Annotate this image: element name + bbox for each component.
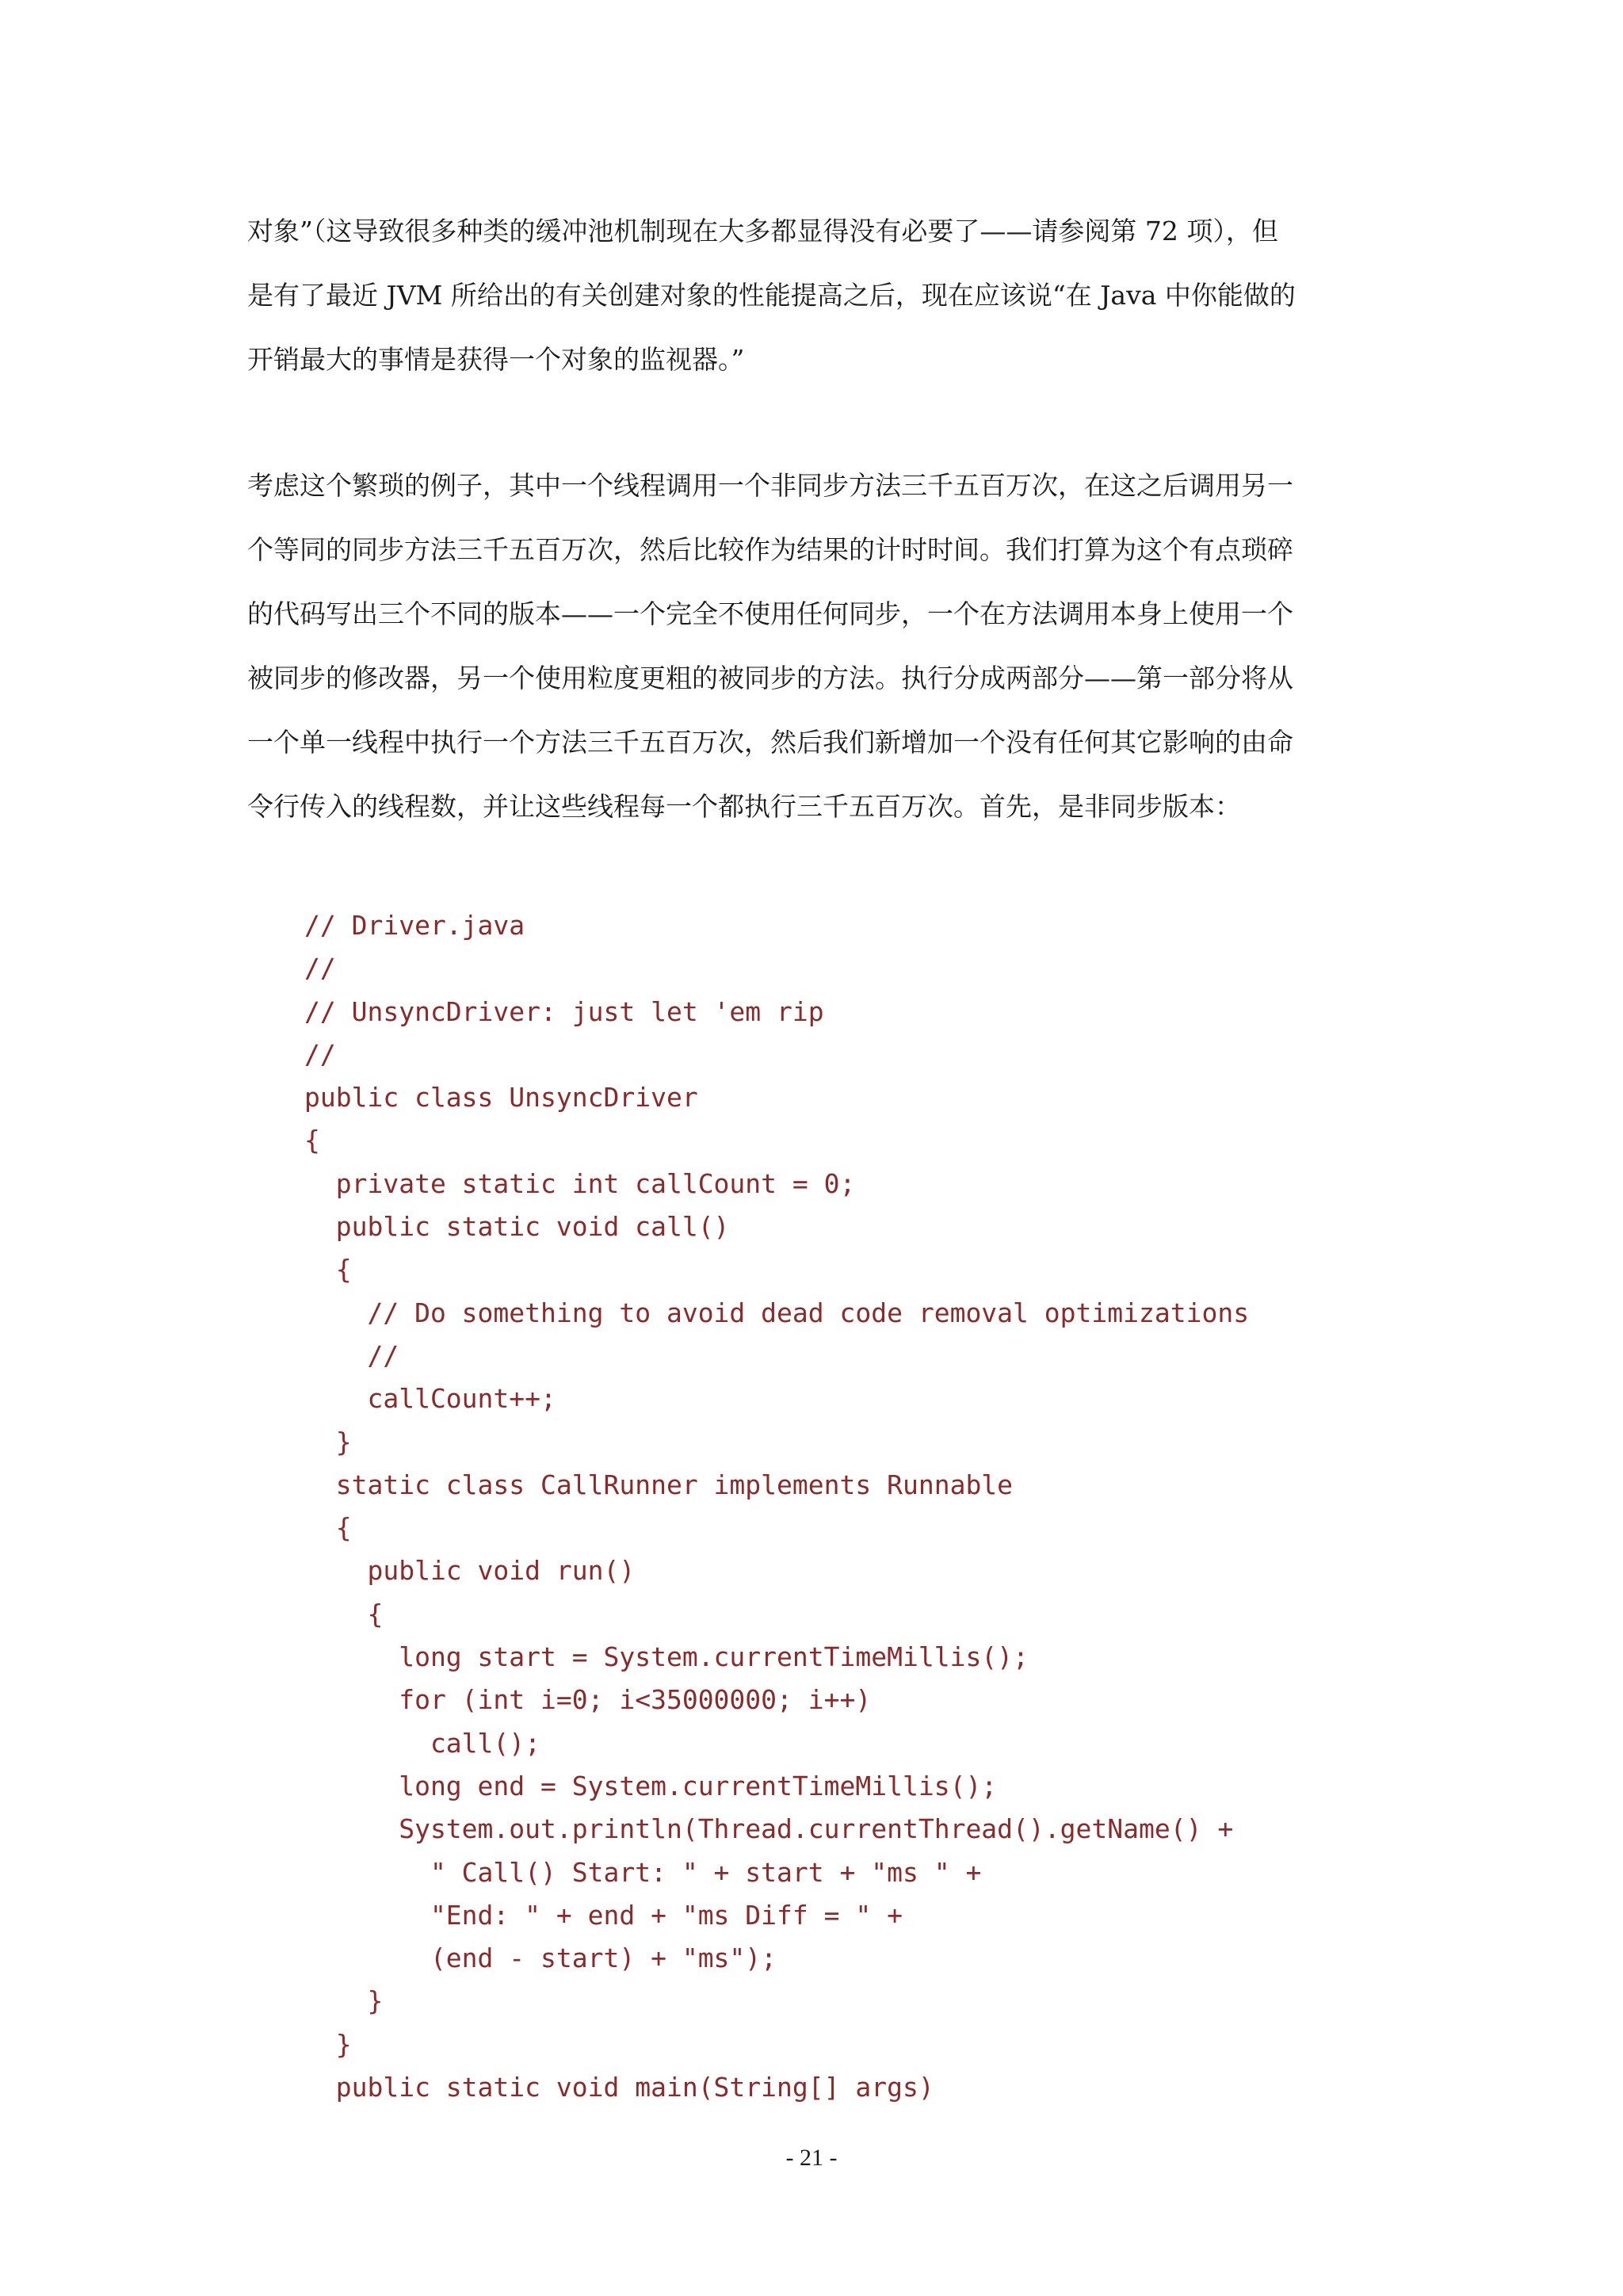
paragraph-example xyxy=(247,453,1388,839)
code-line: } xyxy=(304,2028,352,2060)
code-line: } xyxy=(304,1426,352,1457)
code-line: public class UnsyncDriver xyxy=(304,1082,698,1114)
code-line: { xyxy=(304,1125,320,1156)
text-line: 令行传入的线程数，并让这些线程每一个都执行三千五百万次。首先，是非同步版本： xyxy=(247,791,1241,822)
code-line: // xyxy=(304,953,336,984)
code-line: long start = System.currentTimeMillis(); xyxy=(304,1641,1029,1673)
code-line: } xyxy=(304,1985,384,2017)
text-line: 考虑这个繁琐的例子，其中一个线程调用一个非同步方法三千五百万次，在这之后调用另一 xyxy=(247,470,1293,501)
code-line: // UnsyncDriver: just let 'em rip xyxy=(304,995,824,1027)
code-line: System.out.println(Thread.currentThread().getName() + xyxy=(304,1813,1234,1845)
code-line: { xyxy=(304,1512,352,1544)
code-line: callCount++; xyxy=(304,1383,556,1415)
code-line: for (int i=0; i<35000000; i++) xyxy=(304,1684,872,1716)
code-line: private static int callCount = 0; xyxy=(304,1167,856,1199)
text-line: 一个单一线程中执行一个方法三千五百万次，然后我们新增加一个没有任何其它影响的由命 xyxy=(247,727,1293,758)
text-line: 被同步的修改器，另一个使用粒度更粗的被同步的方法。执行分成两部分——第一部分将从 xyxy=(247,663,1293,693)
text-line: 的代码写出三个不同的版本——一个完全不使用任何同步，一个在方法调用本身上使用一个 xyxy=(247,598,1293,629)
text-line: 对象”（这导致很多种类的缓冲池机制现在大多都显得没有必要了——请参阅第 72 项），但 xyxy=(247,216,1278,246)
code-line: long end = System.currentTimeMillis(); xyxy=(304,1770,998,1801)
text-line: 个等同的同步方法三千五百万次，然后比较作为结果的计时时间。我们打算为这个有点琐碎 xyxy=(247,534,1293,565)
code-line: public void run() xyxy=(304,1555,636,1587)
code-line: call(); xyxy=(304,1727,541,1759)
code-listing xyxy=(304,904,1249,2109)
text-line: 是有了最近 JVM 所给出的有关创建对象的性能提高之后，现在应该说“在 Java 中你能做的 xyxy=(247,280,1296,311)
code-line: public static void main(String[] args) xyxy=(304,2072,934,2103)
code-line: " Call() Start: " + start + "ms " + xyxy=(304,1856,982,1888)
code-line: // xyxy=(304,1339,399,1371)
code-line: // Do something to avoid dead code removal optimizations xyxy=(304,1297,1250,1328)
text-line: 开销最大的事情是获得一个对象的监视器。” xyxy=(247,344,745,375)
code-line: "End: " + end + "ms Diff = " + xyxy=(304,1899,903,1931)
code-line: public static void call() xyxy=(304,1211,730,1243)
code-line: // xyxy=(304,1038,336,1070)
code-line: { xyxy=(304,1598,384,1629)
code-line: (end - start) + "ms"); xyxy=(304,1943,777,1974)
page-number: - 21 - xyxy=(785,2145,838,2171)
code-line: // Driver.java xyxy=(304,910,525,941)
paragraph-intro xyxy=(247,199,1388,392)
code-line: { xyxy=(304,1254,352,1286)
code-line: static class CallRunner implements Runnable xyxy=(304,1469,1014,1500)
